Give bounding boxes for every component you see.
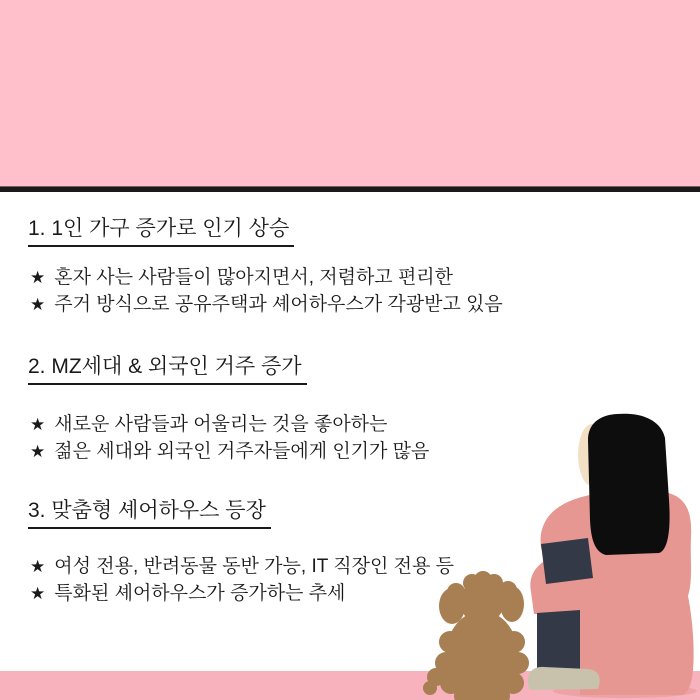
section-3-bullets [30,553,454,607]
section-1-bullets [30,264,503,318]
bullet-text: 여성 전용, 반려동물 동반 가능, IT 직장인 전용 등 [54,556,454,577]
bullet-item [30,291,503,318]
star-icon: ★ [30,415,46,434]
header-divider-line [0,186,700,192]
section-1-heading: 1. 1인 가구 증가로 인기 상승 [28,212,294,247]
bullet-item [30,411,429,438]
star-icon: ★ [30,557,46,576]
bullet-item [30,580,454,607]
woman-shoe [528,667,600,690]
woman-knee [541,538,593,584]
bullet-text: 주거 방식으로 공유주택과 셰어하우스가 각광받고 있음 [54,294,503,315]
section-3-heading: 3. 맞춤형 셰어하우스 등장 [28,494,271,529]
bullet-text: 특화된 셰어하우스가 증가하는 추세 [54,583,346,604]
woman-leg [537,610,580,672]
bullet-text: 새로운 사람들과 어울리는 것을 좋아하는 [54,414,388,435]
woman-hair [588,414,670,555]
star-icon: ★ [30,295,46,314]
star-icon: ★ [30,442,46,461]
woman-with-dog-illustration [420,400,700,700]
bullet-item [30,553,454,580]
section-2-bullets [30,411,429,465]
bullet-text: 젊은 세대와 외국인 거주자들에게 인기가 많음 [54,441,430,462]
bullet-item [30,438,429,465]
header-band [0,0,700,186]
star-icon: ★ [30,268,46,287]
bullet-text: 혼자 사는 사람들이 많아지면서, 저렴하고 편리한 [54,267,454,288]
section-2-heading: 2. MZ세대 & 외국인 거주 증가 [28,350,307,385]
star-icon: ★ [30,584,46,603]
bullet-item [30,264,503,291]
